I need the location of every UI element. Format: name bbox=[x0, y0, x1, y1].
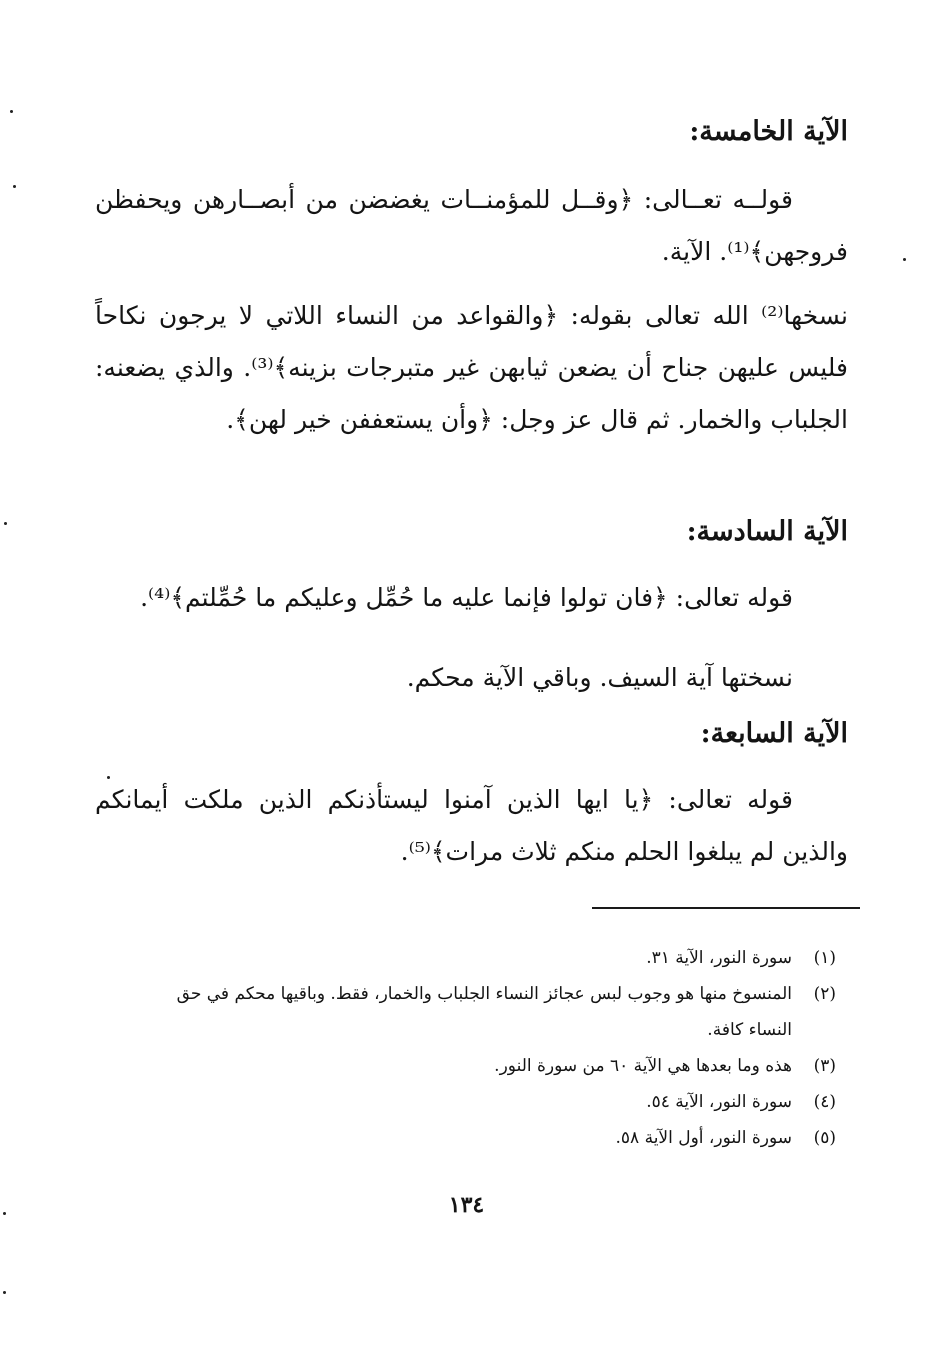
section-heading-seventh-verse: الآية السابعة: bbox=[700, 718, 848, 749]
scan-speck bbox=[107, 776, 110, 779]
footnotes bbox=[130, 940, 836, 1156]
section-heading-sixth-verse: الآية السادسة: bbox=[686, 516, 848, 547]
section-fifth-verse-quote bbox=[95, 174, 848, 278]
footnote-item bbox=[130, 976, 836, 1048]
footnote-item bbox=[130, 1048, 836, 1084]
section-heading-fifth-verse: الآية الخامسة: bbox=[689, 116, 848, 147]
scan-speck bbox=[13, 185, 16, 188]
paragraph-text: قوله تعالى: ﴿يا ايها الذين آمنوا ليستأذنكم الذين ملكت أيمانكم والذين لم يبلغوا الحلم منكم ثلاث مرات﴾⁽⁵⁾. bbox=[95, 785, 848, 866]
footnote-text: سورة النور، أول الآية ٥٨. bbox=[615, 1128, 792, 1148]
footnote-number: (٢) bbox=[813, 984, 836, 1004]
section-fifth-verse-abrogation bbox=[95, 290, 848, 446]
scan-speck bbox=[3, 1291, 6, 1294]
footnote-number: (١) bbox=[813, 948, 836, 968]
footnote-text: سورة النور، الآية ٥٤. bbox=[646, 1092, 792, 1112]
footnote-text: هذه وما بعدها هي الآية ٦٠ من سورة النور. bbox=[494, 1056, 792, 1076]
footnote-text: المنسوخ منها هو وجوب لبس عجائز النساء الجلباب والخمار، فقط. وباقيها محكم في حق النساء كافة. bbox=[176, 984, 792, 1040]
paragraph-text: قوله تعالى: ﴿فان تولوا فإنما عليه ما حُمِّل وعليكم ما حُمِّلتم﴾⁽⁴⁾. bbox=[140, 583, 793, 612]
paragraph-text: نسخها⁽²⁾ الله تعالى بقوله: ﴿والقواعد من النساء اللاتي لا يرجون نكاحاً فليس عليهن جناح أن يضعن ثيابهن غير متبرجات بزينه﴾⁽³⁾. والذي يضعنه: الجلباب والخمار. ثم قال عز وجل: ﴿وأن يستعففن خير لهن﴾. bbox=[95, 301, 848, 434]
footnote-text: سورة النور، الآية ٣١. bbox=[646, 948, 792, 968]
section-sixth-verse-quote bbox=[95, 572, 848, 624]
scan-speck bbox=[3, 1212, 6, 1215]
paragraph-text: نسختها آية السيف. وباقي الآية محكم. bbox=[406, 663, 793, 692]
paragraph-text: قولــه تعــالى: ﴿وقــل للمؤمنــات يغضضن من أبصــارهن ويحفظن فروجهن﴾⁽¹⁾. الآية. bbox=[95, 185, 848, 266]
page-number: ١٣٤ bbox=[448, 1192, 485, 1218]
scan-speck bbox=[4, 522, 7, 525]
footnote-number: (٣) bbox=[813, 1056, 836, 1076]
footnote-item bbox=[130, 940, 836, 976]
scan-speck bbox=[10, 110, 13, 113]
footnote-item bbox=[130, 1084, 836, 1120]
footnote-number: (٥) bbox=[813, 1128, 836, 1148]
scan-speck bbox=[903, 258, 906, 261]
footnote-item bbox=[130, 1120, 836, 1156]
footnote-separator bbox=[592, 907, 860, 909]
footnote-number: (٤) bbox=[813, 1092, 836, 1112]
section-seventh-verse-quote bbox=[95, 774, 848, 878]
section-sixth-verse-abrogation bbox=[95, 652, 848, 704]
